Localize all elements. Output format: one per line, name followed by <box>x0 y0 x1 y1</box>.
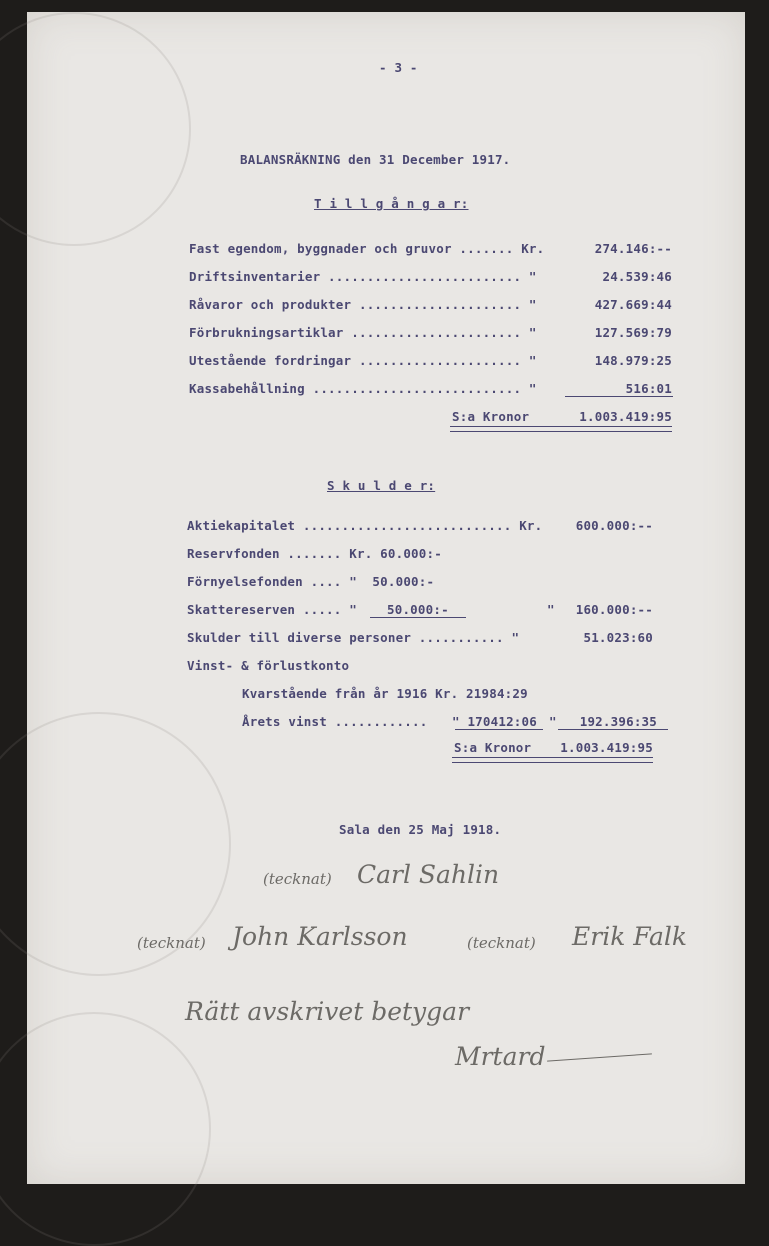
place-date: Sala den 25 Maj 1918. <box>339 822 502 837</box>
aktiekapital-value: 600.000:-- <box>575 518 653 533</box>
asset-value: 24.539:46 <box>602 269 672 284</box>
signature-carl-sahlin: Carl Sahlin <box>357 860 500 889</box>
assets-total-double-underline <box>450 426 672 432</box>
liabilities-total-label: S:a Kronor <box>454 740 532 755</box>
asset-label: Utestående fordringar ..................... " <box>189 353 537 368</box>
assets-total-value: 1.003.419:95 <box>579 409 672 424</box>
skulder-label: Skulder till diverse personer ........... " <box>187 630 520 645</box>
asset-label: Fast egendom, byggnader och gruvor ....... Kr. <box>189 241 545 256</box>
arets-vinst-value: 192.396:35 <box>579 714 657 729</box>
skattereserven-label: Skattereserven ..... " <box>187 602 357 617</box>
skattereserven-mark: " <box>547 602 555 617</box>
faint-stamp-top <box>0 12 191 246</box>
asset-value: 516:01 <box>625 381 672 396</box>
liabilities-heading: S k u l d e r: <box>327 478 436 493</box>
arets-vinst-sub-underline <box>455 729 543 730</box>
asset-label: Förbrukningsartiklar ...................... " <box>189 325 537 340</box>
document-title: BALANSRÄKNING den 31 December 1917. <box>240 152 511 167</box>
kvarstaende-label: Kvarstående från år 1916 Kr. 21984:29 <box>242 686 528 701</box>
signature-prefix: (tecknat) <box>137 934 206 952</box>
faint-stamp-bottom <box>0 1012 211 1246</box>
signature-john-karlsson: John Karlsson <box>232 922 408 951</box>
signature-prefix: (tecknat) <box>467 934 536 952</box>
asset-value: 274.146:-- <box>594 241 672 256</box>
attest-text: Rätt avskrivet betygar <box>185 997 470 1026</box>
asset-value: 427.669:44 <box>594 297 672 312</box>
liabilities-total-double-underline <box>452 757 653 763</box>
arets-vinst-label: Årets vinst ............ <box>242 714 428 729</box>
document-page <box>27 12 745 1184</box>
attest-signature-stroke <box>547 1053 652 1061</box>
asset-label: Kassabehållning ........................... " <box>189 381 537 396</box>
attest-signature: Mrtard <box>455 1042 546 1071</box>
asset-label: Driftsinventarier ......................... " <box>189 269 537 284</box>
asset-label: Råvaror och produkter ..................... " <box>189 297 537 312</box>
skulder-value: 51.023:60 <box>583 630 653 645</box>
reservfonden-label: Reservfonden ....... Kr. 60.000:- <box>187 546 442 561</box>
assets-total-label: S:a Kronor <box>452 409 530 424</box>
skattereserven-sub: 50.000:- <box>387 602 449 617</box>
liabilities-total-value: 1.003.419:95 <box>560 740 653 755</box>
fornyelsefonden-label: Förnyelsefonden .... " 50.000:- <box>187 574 435 589</box>
skattereserven-underline <box>370 617 466 618</box>
assets-subtotal-underline <box>565 396 673 397</box>
aktiekapital-label: Aktiekapitalet ........................... Kr. <box>187 518 543 533</box>
arets-vinst-mark: " <box>549 714 557 729</box>
signature-prefix: (tecknat) <box>263 870 332 888</box>
vinst-label: Vinst- & förlustkonto <box>187 658 350 673</box>
skattereserven-value: 160.000:-- <box>575 602 653 617</box>
page-number: - 3 - <box>379 60 418 75</box>
signature-erik-falk: Erik Falk <box>572 922 687 951</box>
asset-value: 148.979:25 <box>594 353 672 368</box>
arets-vinst-sub: " 170412:06 <box>452 714 537 729</box>
assets-heading: T i l l g å n g a r: <box>314 196 469 211</box>
arets-vinst-underline <box>558 729 668 730</box>
asset-value: 127.569:79 <box>594 325 672 340</box>
